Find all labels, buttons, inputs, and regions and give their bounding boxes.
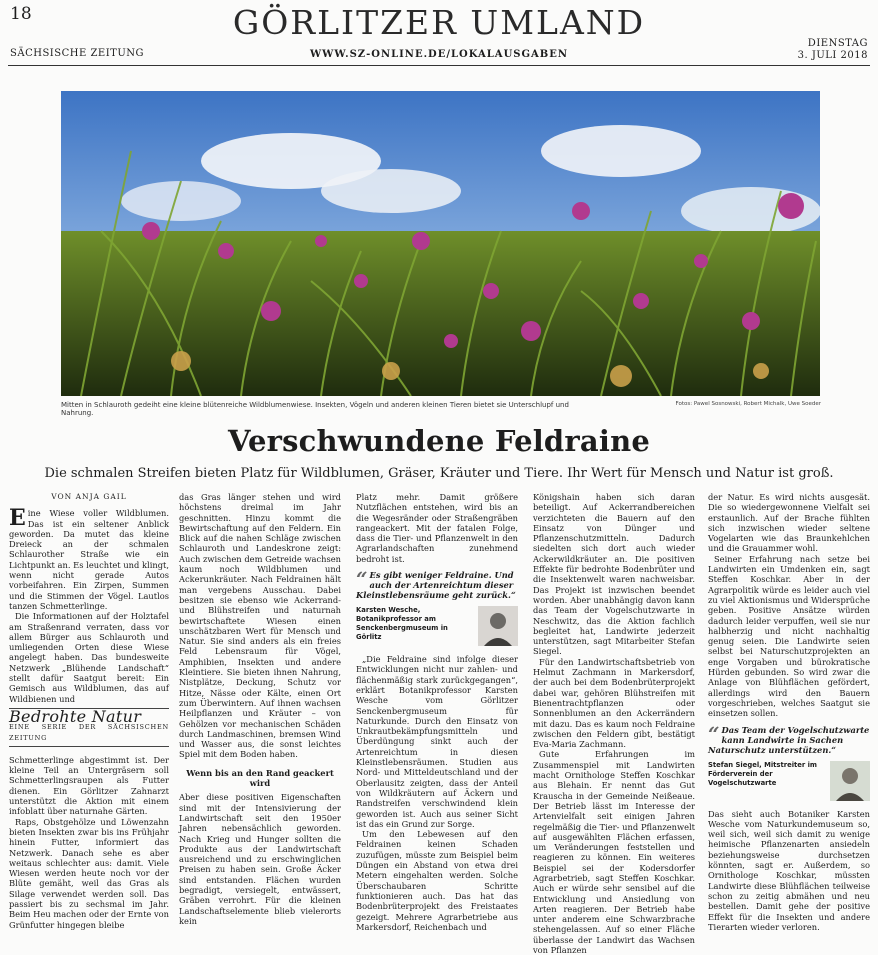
- paragraph: der Natur. Es wird nichts ausgesät. Die so wiedergewonnene Vielfalt sei erstaunlich. Auf der Brache fühlten sich inzwischen wieder seltene Vogelarten wie das Braunkehlchen und die Grauammer wohl.: [708, 492, 870, 554]
- weekday: DIENSTAG: [807, 38, 868, 49]
- paragraph: Aber diese positiven Eigenschaften sind mit der Intensivierung der Landwirtschaft seit den 1950er Jahren nebensächlich geworden. Nach Krieg und Hunger sollten die Produkte aus der Landwirtschaft ausreichend und zu erschwinglichen Preisen zu haben sein. Große Äcker sind entstanden. Flächen wurden begradigt, versiegelt, entwässert, Gräben verrohrt. Für die kleinen Landschaftselemente blieb vielerorts kein: [179, 792, 341, 926]
- pull-quote: [708, 721, 870, 755]
- paragraph: Schmetterlinge abgestimmt ist. Der kleine Teil an Untergräsern soll Schmetterlingsraupen als Futter dienen. Ein Görlitzer Zahnarzt unterstützt die Aktion mit einem infoblatt über naturnahe Gärten.: [9, 754, 169, 817]
- page-number: 18: [10, 4, 32, 24]
- portrait-stefan-siegel: [830, 761, 870, 801]
- paragraph: Gute Erfahrungen im Zusammenspiel mit Landwirten macht Ornithologe Steffen Koschkar aus Blehain. Er nennt das Gut Krauscha in der Gemeinde Neißeaue. Der Betrieb lässt im Interesse der Artenvielfalt seit einigen Jahren regelmäßig die Tier- und Pflanzenwelt auf ausgewählten Flächen erfassen, um Veränderungen feststellen und reagieren zu können. Ein weiteres Beispiel sei der Kodersdorfer Agrarbetrieb, sagt Steffen Koschkar. Auch er würde sehr sensibel auf die Entwicklung und Ansiedlung von Arten reagieren. Der Betrieb habe unter anderem eine Schwarzbrache stehengelassen. Auf so einer Fläche überlasse der Landwirt das Wachsen von Pflanzen: [533, 749, 695, 955]
- pull-quote-text: Es gibt weniger Feldraine. Und auch der Artenreichtum dieser Kleinstlebensräume geht zurück.“: [356, 570, 516, 601]
- dropcap: E: [9, 505, 26, 532]
- quote-mark-icon: “: [708, 721, 720, 746]
- header-divider: [8, 65, 870, 66]
- column-5: [708, 492, 870, 932]
- column-3: [356, 492, 518, 932]
- article-headline: Verschwundene Feldraine: [227, 424, 651, 458]
- paragraph: das Gras länger stehen und wird höchstens dreimal im Jahr geschnitten. Hinzu kommt die Bewirtschaftung auf den Feldern. Ein Blick auf die nahen Schläge zwischen Schlauroth und Landeskrone zeigt: Auch zwischen dem Getreide wachsen kaum noch Wildblumen und Ackerunkräuter. Nach Feldrainen hält man vergebens Ausschau. Dabei besitzen sie ebenso wie Ackerrand- und Blühstreifen und naturnah bewirtschaftete Wiesen einen unschätzbaren Wert für Mensch und Natur. Sie sind anders als ein freies Feld Lebensraum für Vögel, Amphibien, Insekten und andere Kleintiere. Sie bieten ihnen Nahrung, Nistplätze, Deckung, Schutz vor Hitze, Nässe oder Kälte, einen Ort zum Überwintern. Auf ihnen wachsen Heilpflanzen und Kräuter – von Gehölzen vor mechanischen Schäden durch Landmaschinen, bremsen Wind und Wasser aus, die sonst leichtes Spiel mit dem Boden haben.: [179, 492, 341, 760]
- portrait-karsten-wesche: [478, 606, 518, 646]
- paragraph: Königshain haben sich daran beteiligt. Auf Ackerrandbereichen verzichteten die Bauern auf den Einsatz von Dünger und Pflanzenschutzmitteln. Dadurch siedelten sich dort auch wieder Ackerwildkräuter an. Die positiven Effekte für bedrohte Bodenbrüter und die Insektenwelt waren nachweisbar. Das Projekt ist inzwischen beendet worden. Aber unabhängig davon kann das Team der Vogelschutzwarte in Neschwitz, das die Aktion fachlich begleitet hat, Landwirte jederzeit unterstützen, sagt Mitarbeiter Stefan Siegel.: [533, 492, 695, 657]
- paragraph: Platz mehr. Damit größere Nutzflächen entstehen, wird bis an die Wegesränder oder Straßengräben rangeackert. Mit der fatalen Folge, dass die Tier- und Pflanzenwelt in den Agrarlandschaften zunehmend bedroht ist.: [356, 492, 518, 564]
- paragraph: Seiner Erfahrung nach setze bei Landwirten ein Umdenken ein, sagt Steffen Koschkar. Aber in der Agrarpolitik würde es leider auch viel zu viel Aktionismus und Widersprüche geben. Positive Ansätze würden dadurch leider verpuffen, weil sie nur halbherzig und nicht nachhaltig genug seien. Die Landwirte seien selbst bei Naturschutzprojekten an enge Vorgaben und bürokratische Hürden gebunden. So wird zwar die Anlage von Blühflächen gefördert, allerdings wird den Bauern vorgeschrieben, welches Saatgut sie einsetzen sollen.: [708, 553, 870, 719]
- series-title: Bedrohte Natur: [9, 706, 142, 726]
- quote-credit: Karsten Wesche, Botanikprofessor am Senckenbergmuseum in Görlitz: [356, 606, 448, 642]
- column-2: [179, 492, 341, 926]
- article-subheadline: Die schmalen Streifen bieten Platz für Wildblumen, Gräser, Kräuter und Tiere. Ihr Wert für Mensch und Natur ist groß.: [44, 466, 834, 481]
- series-kicker: [9, 708, 169, 747]
- section-url[interactable]: WWW.SZ-ONLINE.DE/LOKALAUSGABEN: [309, 49, 569, 60]
- pull-quote-text: Das Team der Vogelschutzwarte kann Landwirte in Sachen Naturschutz unterstützen.“: [708, 724, 870, 755]
- newspaper-name: SÄCHSISCHE ZEITUNG: [10, 48, 144, 59]
- paragraph: Raps, Obstgehölze und Löwenzahn bieten Insekten zwar bis ins Frühjahr hinein Futter, informiert das Netzwerk. Danach sehe es aber weitaus schlechter aus: damit. Viele Wiesen werden heute noch vor der Blüte gemäht, weil das Gras als Silage verwendet werden soll. Das passiert bis zu sechsmal im Jahr. Beim Heu machen oder der Ernte von Grünfutter hingegen bleibe: [9, 816, 169, 930]
- quote-attribution: [356, 606, 518, 646]
- paragraph: Für den Landwirtschaftsbetrieb von Helmut Zachmann in Markersdorf, der auch bei dem Bodenbrüterprojekt dabei war, gehören Blühstreifen mit Bienentrachtpflanzen oder Sonnenblumen an den Ackerrändern mit dazu. Das es kaum noch Feldraine zwischen den Feldern gibt, bestätigt Eva-Maria Zachmann.: [533, 656, 695, 750]
- section-title: GÖRLITZER UMLAND: [232, 3, 646, 42]
- byline: VON ANJA GAIL: [51, 492, 127, 501]
- pull-quote: [356, 567, 518, 601]
- series-subtitle: EINE SERIE DER SÄCHSISCHEN ZEITUNG: [9, 723, 169, 742]
- quote-mark-icon: “: [356, 567, 368, 592]
- column-1: [9, 492, 169, 930]
- wildflower-meadow-photo: [61, 91, 820, 396]
- paragraph: „Die Feldraine sind infolge dieser Entwicklungen nicht nur zahlen- und flächenmäßig stark zurückgegangen“, erklärt Botanikprofessor Karsten Wesche vom Görlitzer Senckenbergmuseum für Naturkunde. Durch den Einsatz von Unkrautbekämpfungsmitteln und Überdüngung sinkt auch der Artenreichtum in diesen Kleinstlebensräumen. Studien aus Nord- und Mitteldeutschland und der Oberlausitz zeigten, dass der Anteil von Wildkräutern auf Äckern und Randstreifen verschwindend klein geworden ist. Auch aus seiner Sicht ist das ein Grund zur Sorge.: [356, 654, 518, 829]
- paragraph: Um den Lebewesen auf den Feldrainen keinen Schaden zuzufügen, müsste zum Beispiel beim Düngen ein Abstand von etwa drei Metern eingehalten werden. Solche Überschaubaren Schritte funktionieren auch. Das hat das Bodenbrüterprojekt des Freistaates gezeigt. Mehrere Agrarbetriebe aus Markersdorf, Reichenbach und: [356, 829, 518, 932]
- column-4: [533, 492, 695, 955]
- paragraph: Das sieht auch Botaniker Karsten Wesche vom Naturkundemuseum so, weil sich, weil sich damit zu wenige heimische Pflanzenarten ansiedeln beziehungsweise durchsetzen könnten, sagt er. Außerdem, so Ornithologe Koschkar, müssten Landwirte diese Blühflächen teilweise schon zu zeitig abmähen und neu bestellen. Damit gehe der positive Effekt für die Insekten und andere Tierarten wieder verloren.: [708, 808, 870, 932]
- paragraph: Die Informationen auf der Holztafel am Straßenrand verraten, dass vor allem Bürger aus Schlauroth und umliegenden Orten diese Wiese angelegt haben. Das bundesweite Netzwerk „Blühende Landschaft“ stellt dafür Saatgut bereit: Ein Gemisch aus Wildblumen, das auf Wildbienen und: [9, 611, 169, 704]
- section-subhead: Wenn bis an den Rand geackert wird: [186, 767, 334, 789]
- date: 3. JULI 2018: [797, 50, 868, 61]
- quote-attribution: [708, 761, 870, 801]
- photo-credit: Fotos: Pawel Sosnowski, Robert Michalk, Uwe Soeder: [675, 401, 821, 407]
- quote-credit: Stefan Siegel, Mitstreiter im Förderverein der Vogelschutzwarte: [708, 760, 818, 787]
- meadow-illustration: [61, 91, 820, 396]
- issue-date: [798, 38, 868, 62]
- paragraph: ine Wiese voller Wildblumen. Das ist ein seltener Anblick geworden. Da mutet das kleine Dreieck an der schmalen Schlaurother Straße wie ein Lichtpunkt an. Es leuchtet und klingt, wenn nicht gerade Autos vorbeifahren. Ein Zirpen, Summen und die Stimmen der Vögel. Lautlos tanzen Schmetterlinge.: [9, 508, 169, 611]
- photo-caption: Mitten in Schlauroth gedeiht eine kleine blütenreiche Wildblumenwiese. Insekten, Vögeln und anderen kleinen Tieren bietet sie Unterschlupf und Nahrung.: [61, 401, 569, 417]
